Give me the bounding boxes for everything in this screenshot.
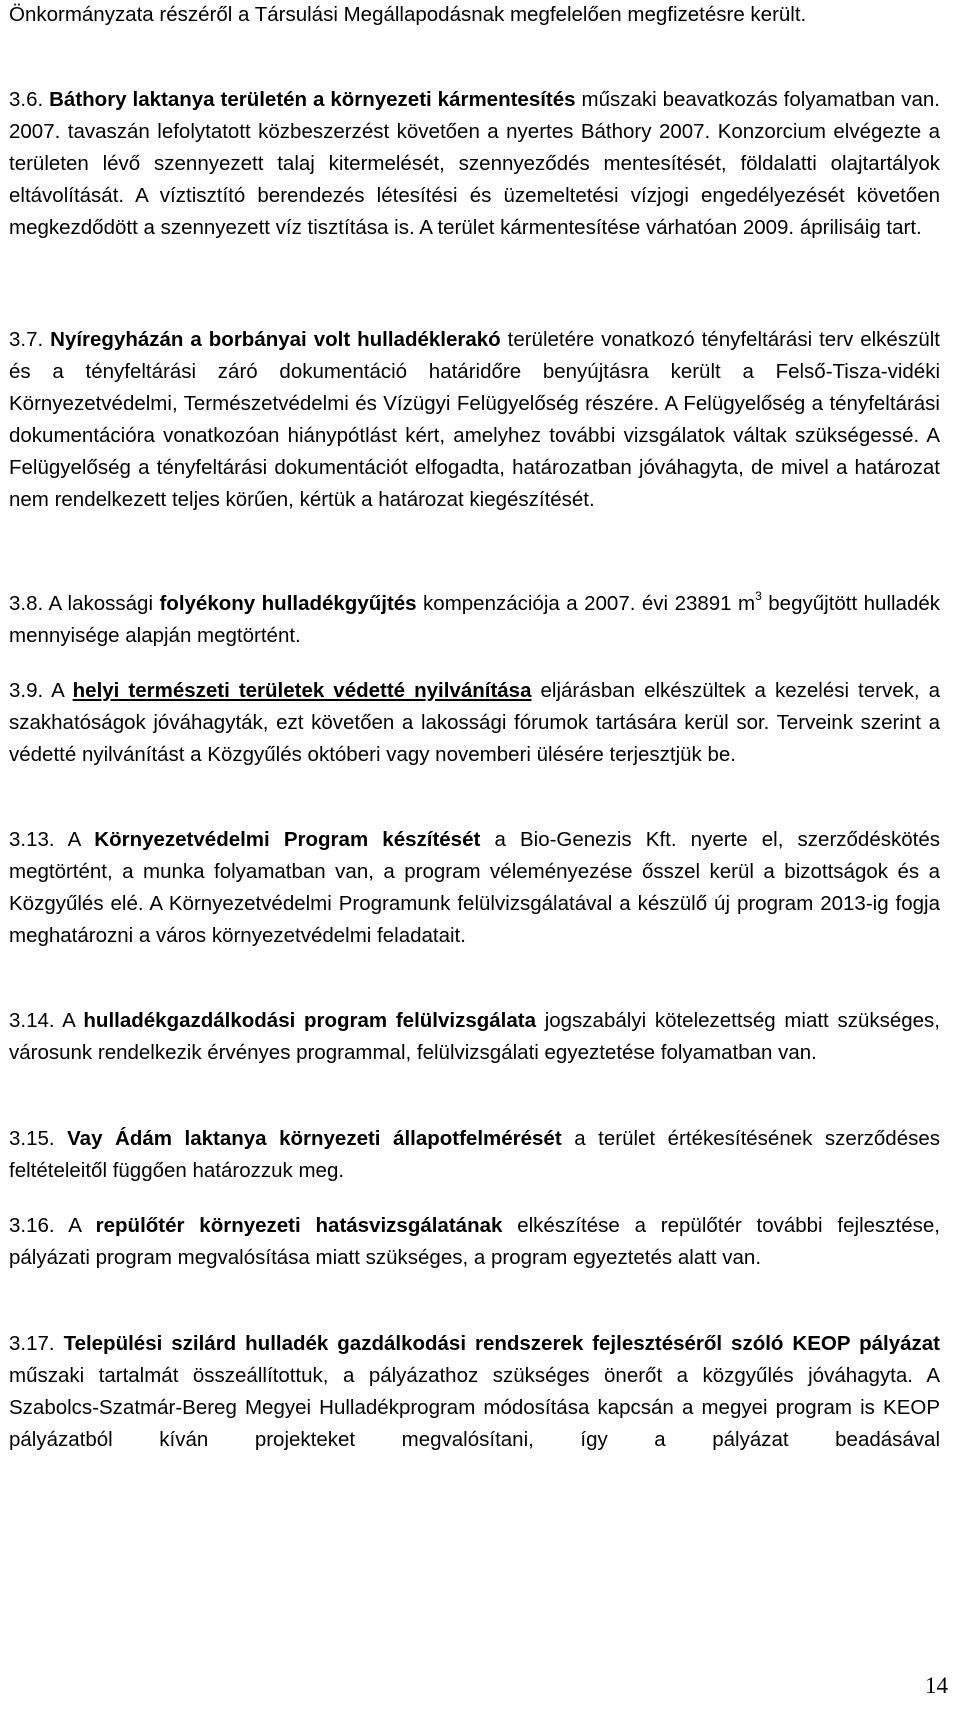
paragraph-text: kompenzációja a 2007. évi 23891 m: [416, 592, 756, 615]
paragraph-text: 3.7.: [9, 328, 51, 351]
paragraph-text: 3.16. A: [9, 1214, 96, 1237]
paragraph-3-9: [9, 675, 940, 771]
paragraph-3-7: [9, 324, 940, 515]
emphasized-text: Környezetvédelmi Program készítését: [94, 828, 481, 851]
paragraph-3-6: [9, 84, 940, 244]
paragraph-3-17: [9, 1328, 940, 1456]
paragraph-3-8: [9, 588, 940, 652]
paragraph-text: a terület értékesítésének szerződéses feltételeitől függően határozzuk meg.: [9, 1127, 941, 1182]
paragraph-text: 3.15.: [9, 1127, 68, 1150]
paragraph-3-16: [9, 1210, 940, 1274]
paragraph-text: 3.14. A: [9, 1009, 84, 1032]
paragraph-intro: [9, 0, 940, 31]
paragraph-text: területére vonatkozó tényfeltárási terv elkészült és a tényfeltárási záró dokumentáció határidőre benyújtásra került a Felső-Tisza-vidéki Környezetvédelmi, Természetvédelmi és Vízügyi Felügyelőség részére. A Felügyelőség a tényfeltárási dokumentációra vonatkozóan hiánypótlást kért, amelyhez további vizsgálatok váltak szükségessé. A Felügyelőség a tényfeltárási dokumentációt elfogadta, határozatban jóváhagyta, de mivel a határozat nem rendelkezett teljes körűen, kértük a határozat kiegészítését.: [9, 328, 940, 511]
emphasized-text: helyi természeti területek védetté nyilvánítása: [72, 679, 532, 702]
paragraph-text: begyűjtött hulladék mennyisége alapján megtörtént.: [9, 592, 941, 647]
superscript-text: 3: [755, 589, 762, 604]
emphasized-text: Nyíregyházán a borbányai volt hulladéklerakó: [50, 328, 501, 351]
emphasized-text: Báthory laktanya területén a környezeti kármentesítés: [49, 88, 576, 111]
paragraph-text: műszaki beavatkozás folyamatban van. 2007. tavaszán lefolytatott közbeszerzést követően a nyertes Báthory 2007. Konzorcium elvégezte a területen lévő szennyezett talaj kitermelését, szennyeződés mentesítését, földalatti olajtartályok eltávolítását. A víztisztító berendezés létesítési és üzemeltetési vízjogi engedélyezését követően megkezdődött a szennyezett víz tisztítása is. A terület kármentesítése várhatóan 2009. áprilisáig tart.: [9, 88, 941, 239]
paragraph-text: 3.6.: [9, 88, 50, 111]
paragraph-text: 3.9. A: [9, 679, 73, 702]
emphasized-text: hulladékgazdálkodási program felülvizsgálata: [83, 1009, 536, 1032]
paragraph-3-13: [9, 824, 940, 952]
paragraph-text: Önkormányzata részéről a Társulási Megállapodásnak megfelelően megfizetésre került.: [9, 3, 807, 26]
emphasized-text: Vay Ádám laktanya környezeti állapotfelmérését: [67, 1127, 562, 1150]
paragraph-3-15: [9, 1123, 940, 1187]
emphasized-text: folyékony hulladékgyűjtés: [159, 592, 417, 615]
paragraph-text: eljárásban elkészültek a kezelési tervek, a szakhatóságok jóváhagyták, ezt követően a lakossági fórumok tartására kerül sor. Terveink szerint a védetté nyilvánítást a Közgyűlés októberi vagy novemberi ülésére terjesztjük be.: [9, 679, 940, 766]
page-number: 14: [925, 1673, 948, 1698]
emphasized-text: Települési szilárd hulladék gazdálkodási rendszerek fejlesztéséről szóló KEOP pályázat: [63, 1332, 940, 1355]
paragraph-text: a Bio-Genezis Kft. nyerte el, szerződéskötés megtörtént, a munka folyamatban van, a program véleményezése ősszel kerül a bizottságok és a Közgyűlés elé. A Környezetvédelmi Programunk felülvizsgálatával a készülő új program 2013-ig fogja meghatározni a város környezetvédelmi feladatait.: [9, 828, 940, 947]
paragraph-3-14: [9, 1005, 940, 1069]
paragraph-text: 3.8. A lakossági: [9, 592, 160, 615]
paragraph-text: elkészítése a repülőtér további fejlesztése, pályázati program megvalósítása miatt szükséges, a program egyeztetés alatt van.: [9, 1214, 940, 1269]
paragraph-text: műszaki tartalmát összeállítottuk, a pályázathoz szükséges önerőt a közgyűlés jóváhagyta. A Szabolcs-Szatmár-Bereg Megyei Hulladékprogram módosítása kapcsán a megyei program is KEOP pályázatból kíván projekteket megvalósítani, így a pályázat beadásával: [9, 1363, 940, 1451]
paragraph-text: jogszabályi kötelezettség miatt szükséges, városunk rendelkezik érvényes programmal, felülvizsgálati egyeztetése folyamatban van.: [9, 1009, 940, 1064]
paragraph-text: 3.17.: [9, 1332, 64, 1355]
paragraph-text: 3.13. A: [9, 828, 95, 851]
emphasized-text: repülőtér környezeti hatásvizsgálatának: [95, 1214, 503, 1237]
